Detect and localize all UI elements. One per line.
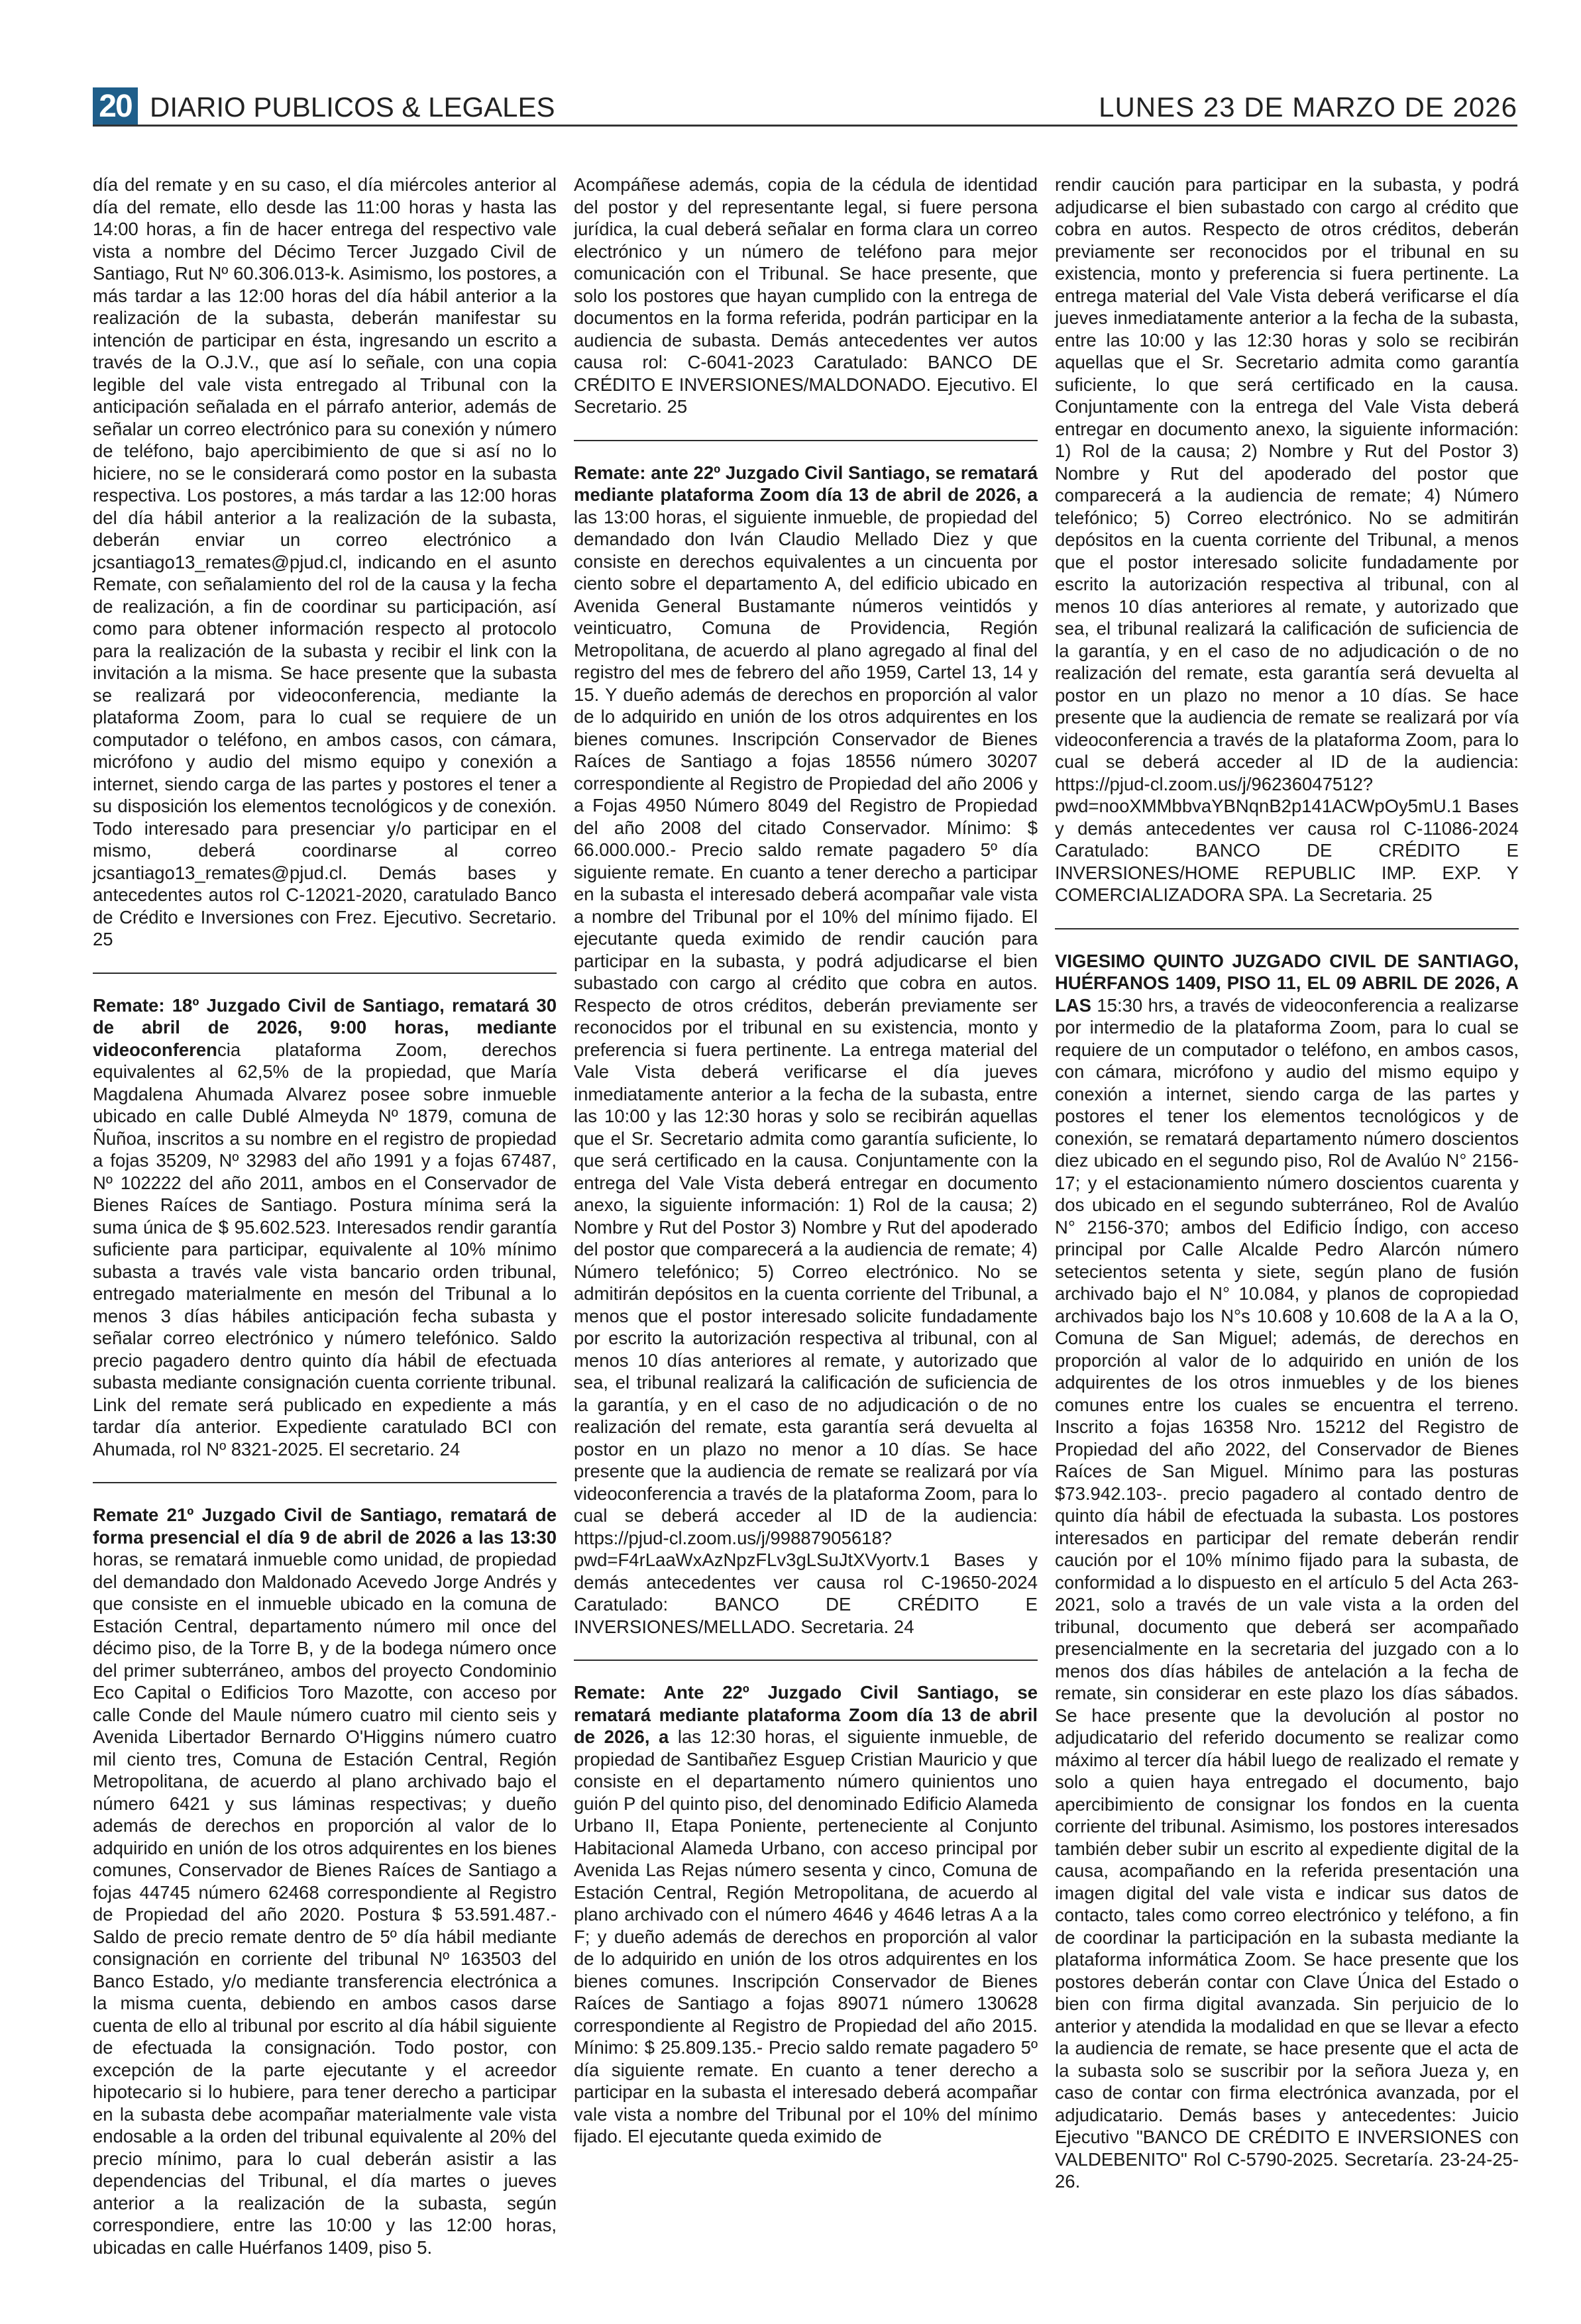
page-header [93,85,1517,125]
notice-22-juzgado-santibanez [574,1660,1038,2148]
notice-body: 15:30 hrs, a través de videoconferencia a realizarse por intermedio de la plataforma Zoom, para lo cual se requiere de un computador o teléfono, en ambos casos, con cámara, micrófono y audio del mismo equipo y conexión a internet, siendo carga de las partes y postores el tener los elementos tecnológicos y de conexión, se rematará departamento número doscientos diez ubicado en el segundo piso, Rol de Avalúo N° 2156-17; y el estacionamiento número doscientos cuarenta y dos ubicado en el segundo subterráneo, Rol de Avalúo N° 2156-370; ambos del Edificio Índigo, con acceso principal por Calle Alcalde Pedro Alarcón número setecientos setenta y siete, según plano de fusión archivado bajo el N° 10.084, y planos de copropiedad archivados bajo los N°s 10.608 y 10.608 de la A a la O, Comuna de San Miguel; además, de derechos en proporción al valor de lo adquirido en unión de los adquirentes de los otros inmuebles y de los bienes comunes entre los cuales se encuentra el terreno. Inscrito a fojas 16358 Nro. 15212 del Registro de Propiedad del año 2022, del Conservador de Bienes Raíces de San Miguel. Mínimo para las posturas $73.942.103-. precio pagadero al contado dentro de quinto día hábil de efectuada la subasta. Los postores interesados en participar del remate deberán rendir caución por el 10% mínimo fijado para la subasta, de conformidad a lo dispuesto en el artículo 5 del Acta 263-2021, solo a través de un vale vista a la orden del tribunal, documento que deberá ser acompañado presencialmente en la secretaria del juzgado con a lo menos dos días hábiles de antelación a la fecha de remate, sin considerar en este plazo los días sábados. Se hace presente que la devolución al postor no adjudicatario del referido documento se realizar como máximo al tercer día hábil luego de realizado el remate y solo a quien haya entregado el documento, bajo apercibimiento de consignar los fondos en la cuenta corriente del tribunal. Asimismo, los postores interesados también deber subir un escrito al expediente digital de la causa, acompañando en la referida presentación una imagen digital del vale vista e indicar sus datos de contacto, tales como correo electrónico y teléfono, a fin de coordinar la participación en la subasta mediante la plataforma informática Zoom. Se hace presente que los postores deberán contar con Clave Única del Estado o bien con firma digital avanzada. Sin perjuicio de lo anterior y atendida la modalidad en que se llevar a efecto la audiencia de remate, se hace presente que el acta de la subasta solo se suscribir por la señora Jueza y, en caso de contar con firma electrónica avanzada, por el adjudicatario. Demás bases y antecedentes: Juicio Ejecutivo "BANCO DE CRÉDITO E INVERSIONES con VALDEBENITO" Rol C-5790-2025. Secretaría. 23-24-25-26. [1055,994,1519,2192]
publication-date: LUNES 23 DE MARZO DE 2026 [1099,91,1517,123]
notice-18-juzgado [93,973,557,1461]
publication-title: DIARIO PUBLICOS & LEGALES [150,91,555,123]
notice-lead: Remate: Ante 22º Juzgado Civil Santiago, se rematará mediante plataforma Zoom día 13 de abril de 2026, a [574,1682,1038,1747]
notice-lead: Remate 21º Juzgado Civil de Santiago, rematará de forma presencial el día 9 de abril de 2026 a las 13:30 [93,1505,557,1548]
notice-lead: VIGESIMO QUINTO JUZGADO CIVIL DE SANTIAGO, HUÉRFANOS 1409, PISO 11, EL 09 ABRIL DE 2026, A LAS [1055,950,1519,1016]
notice-22-juzgado-mellado [574,440,1038,1638]
notice-body: Acompáñese además, copia de la cédula de identidad del postor y del representante legal, si fuere persona jurídica, la cual deberá señalar en forma clara un correo electrónico y un número de teléfono para mejor comunicación con el Tribunal. Se hace presente, que solo los postores que hayan cumplido con la entrega de documentos en la forma referida, podrán participar en la audiencia de subasta. Demás antecedentes ver autos causa rol: C-6041-2023 Caratulado: BANCO DE CRÉDITO E INVERSIONES/MALDONADO. Ejecutivo. El Secretario. 25 [574,174,1038,417]
column-1 [93,174,557,2294]
notice-body: las 12:30 horas, el siguiente inmueble, de propiedad de Santibañez Esguep Cristian Mauricio y que consiste en el departamento número quinientos uno guión P del quinto piso, del denominado Edificio Alameda Urbano II, Etapa Poniente, perteneciente al Conjunto Habitacional Alameda Urbano, con acceso principal por Avenida Las Rejas número sesenta y cinco, Comuna de Estación Central, Región Metropolitana, de acuerdo al plano archivado con el número 4646 y 4646 letras A a la F; y dueño además de derechos en proporción al valor de lo adquirido en unión de los otros adquirentes en los bienes comunes. Inscripción Conservador de Bienes Raíces de Santiago a fojas 89071 número 130628 correspondiente al Registro de Propiedad del año 2015. Mínimo: $ 25.809.135.- Precio saldo remate pagadero 5º día siguiente remate. En cuanto a tener derecho a participar en la subasta el interesado deberá acompañar vale vista a nombre del Tribunal por el 10% del mínimo fijado. El ejecutante queda eximido de [574,1726,1038,2146]
notice-lead: Remate: 18º Juzgado Civil de Santiago, rematará 30 de abril de 2026, 9:00 horas, mediante videoconferen [93,994,557,1060]
column-2 [574,174,1038,2294]
notice-body: rendir caución para participar en la subasta, y podrá adjudicarse el bien subastado con cargo al crédito que cobra en autos. Respecto de otros créditos, deberán previamente ser reconocidos por el tribunal en su existencia, monto y preferencia si fuera pertinente. La entrega material del Vale Vista deberá verificarse el día jueves inmediatamente anterior a la fecha de la subasta, entre las 10:00 y las 12:30 horas y solo se recibirán aquellas que el Sr. Secretario admita como garantía suficiente, lo que será certificado en la causa. Conjuntamente con la entrega del Vale Vista deberá entregar en documento anexo, la siguiente información: 1) Rol de la causa; 2) Nombre y Rut del Postor 3) Nombre y Rut del apoderado del postor que comparecerá a la audiencia de remate; 4) Número telefónico; 5) Correo electrónico. No se admitirán depósitos en la cuenta corriente del Tribunal, a menos que el postor interesado solicite fundadamente por escrito la autorización respectiva al tribunal, con al menos 10 días anteriores al remate, y autorizado que sea, el tribunal realizará la calificación de suficiencia de la garantía, y en el caso de no adjudicación o de no realización del remate, esta garantía será devuelta al postor en un plazo no menor a 10 días. Se hace presente que la audiencia de remate se realizará por vía videoconferencia a través de la plataforma Zoom, para lo cual se deberá acceder al ID de la audiencia: https://pjud-cl.zoom.us/j/96236047512? pwd=nooXMMbbvaYBNqnB2p141ACWpOy5mU.1 Bases y demás antecedentes ver causa rol C-11086-2024 Caratulado: BANCO DE CRÉDITO E INVERSIONES/HOME REPUBLIC IMP. EXP. Y COMERCIALIZADORA SPA. La Secretaria. 25 [1055,174,1519,905]
notice-lead: Remate: ante 22º Juzgado Civil Santiago, se rematará mediante plataforma Zoom día 13 de abril de 2026, a [574,462,1038,505]
notice-continuation [574,174,1038,418]
notice-body: cia plataforma Zoom, derechos equivalentes al 62,5% de la propiedad, que María Magdalena Ahumada Alvarez posee sobre inmueble ubicado en calle Dublé Almeyda Nº 1879, comuna de Ñuñoa, inscritos a su nombre en el registro de propiedad a fojas 35209, Nº 32983 del año 1991 y a fojas 67487, Nº 102222 del año 2011, ambos en el Conservador de Bienes Raíces de Santiago. Postura mínima será la suma única de $ 95.602.523. Interesados rendir garantía suficiente para participar, equivalente al 10% mínimo subasta a través vale vista bancario orden tribunal, entregado materialmente en mesón del Tribunal a lo menos 3 días hábiles anticipación fecha subasta y señalar correo electrónico y número telefónico. Saldo precio pagadero dentro quinto día hábil de efectuada subasta mediante consignación cuenta corriente tribunal. Link del remate será publicado en expediente a más tardar día anterior. Expediente caratulado BCI con Ahumada, rol Nº 8321-2025. El secretario. 24 [93,1039,557,1459]
notice-body: horas, se rematará inmueble como unidad, de propiedad del demandado don Maldonado Acevedo Jorge Andrés y que consiste en el inmueble ubicado en la comuna de Estación Central, departamento número mil once del décimo piso, de la Torre B, y de la bodega número once del primer subterráneo, ambos del proyecto Condominio Eco Capital o Edificios Toro Mazotte, con acceso por calle Conde del Maule número cuatro mil ciento seis y Avenida Libertador Bernardo O'Higgins número cuatro mil ciento tres, Comuna de Estación Central, Región Metropolitana, de acuerdo al plano archivado bajo el número 6421 y sus láminas respectivas; y dueño además de derechos en proporción al valor de lo adquirido en unión de los otros adquirentes en los bienes comunes, Conservador de Bienes Raíces de Santiago a fojas 44745 número 62468 correspondiente al Registro de Propiedad del año 2020. Postura $ 53.591.487.- Saldo de precio remate dentro de 5º día hábil mediante consignación en corriente del tribunal Nº 163503 del Banco Estado, y/o mediante transferencia electrónica a la misma cuenta, debiendo en ambos casos darse cuenta de ello al tribunal por escrito al día hábil siguiente de efectuada la consignación. Todo postor, con excepción de la parte ejecutante y el acreedor hipotecario si lo hubiere, para tener derecho a participar en la subasta debe acompañar materialmente vale vista endosable a la orden del tribunal equivalente al 20% del precio mínimo, para lo cual deberán asistir a las dependencias del Tribunal, el día martes o jueves anterior a la realización de la subasta, según correspondiere, entre las 10:00 y las 12:00 horas, ubicadas en calle Huérfanos 1409, piso 5. [93,1549,557,2258]
notice-continuation [1055,174,1519,906]
notice-body: las 13:00 horas, el siguiente inmueble, de propiedad del demandado don Iván Claudio Mellado Diez y que consiste en derechos equivalentes a un cincuenta por ciento sobre el departamento A, del edificio ubicado en Avenida General Bustamante números veintidós y veinticuatro, Comuna de Providencia, Región Metropolitana, de acuerdo al plano agregado al final del registro del mes de febrero del año 1959, Cartel 13, 14 y 15. Y dueño además de derechos en proporción al valor de lo adquirido en unión de los otros adquirentes en los bienes comunes. Inscripción Conservador de Bienes Raíces de Santiago a fojas 18556 número 30207 correspondiente al Registro de Propiedad del año 2006 y a Fojas 4950 Número 8049 del Registro de Propiedad del año 2008 del citado Conservador. Mínimo: $ 66.000.000.- Precio saldo remate pagadero 5º día siguiente remate. En cuanto a tener derecho a participar en la subasta el interesado deberá acompañar vale vista a nombre del Tribunal por el 10% del mínimo fijado. El ejecutante queda eximido de rendir caución para participar en la subasta, y podrá adjudicarse el bien subastado con cargo al crédito que cobra en autos. Respecto de otros créditos, deberán previamente ser reconocidos por el tribunal en su existencia, monto y preferencia si fuera pertinente. La entrega material del Vale Vista deberá verificarse el día jueves inmediatamente anterior a la fecha de la subasta, entre las 10:00 y las 12:30 horas y solo se recibirán aquellas que el Sr. Secretario admita como garantía suficiente, lo que será certificado en la causa. Conjuntamente con la entrega del Vale Vista deberá entregar en documento anexo, la siguiente información: 1) Rol de la causa; 2) Nombre y Rut del Postor 3) Nombre y Rut del apoderado del postor que comparecerá a la audiencia de remate; 4) Número telefónico; 5) Correo electrónico. No se admitirán depósitos en la cuenta corriente del Tribunal, a menos que el postor interesado solicite fundadamente por escrito la autorización respectiva al tribunal, con al menos 10 días anteriores al remate, y autorizado que sea, el tribunal realizará la calificación de suficiencia de la garantía, y en el caso de no adjudicación o de no realización del remate, esta garantía será devuelta al postor en un plazo no menor a 10 días. Se hace presente que la audiencia de remate se realizará por vía videoconferencia a través de la plataforma Zoom, para lo cual se deberá acceder al ID de la audiencia: https://pjud-cl.zoom.us/j/99887905618?pwd=F4rLaaWxAzNpzFLv3gLSuJtXVyortv.1 Bases y demás antecedentes ver causa rol C-19650-2024 Caratulado: BANCO DE CRÉDITO E INVERSIONES/MELLADO. Secretaria. 24 [574,506,1038,1637]
notice-21-juzgado [93,1482,557,2258]
header-rule [93,125,1517,127]
notice-continuation [93,174,557,951]
notice-body: día del remate y en su caso, el día miércoles anterior al día del remate, ello desde las 11:00 horas y hasta las 14:00 horas, a fin de hacer entrega del respectivo vale vista a nombre del Décimo Tercer Juzgado Civil de Santiago, Rut Nº 60.306.013-k. Asimismo, los postores, a más tardar a las 12:00 horas del día hábil anterior a la realización de la subasta, deberán manifestar su intención de participar en ésta, ingresando un escrito a través de la O.J.V., que así lo señale, con una copia legible del vale vista entregado al Tribunal con la anticipación señalada en el párrafo anterior, además de señalar un correo electrónico para su conexión y número de teléfono, bajo apercibimiento de que si así no lo hiciere, no se le considerará como postor en la subasta respectiva. Los postores, a más tardar a las 12:00 horas del día hábil anterior a la realización de la subasta, deberán enviar un correo electrónico a jcsantiago13_remates@pjud.cl, indicando en el asunto Remate, con señalamiento del rol de la causa y la fecha de realización, a fin de coordinar su participación, así como para obtener información respecto al protocolo para la realización de la subasta y recibir el link con la invitación a la misma. Se hace presente que la subasta se realizará por videoconferencia, mediante la plataforma Zoom, para lo cual se requiere de un computador o teléfono, en ambos casos, con cámara, micrófono y audio del mismo equipo y conexión a internet, siendo carga de las partes y postores el tener a su disposición los elementos tecnológicos y de conexión. Todo interesado para presenciar y/o participar en el mismo, deberá coordinarse al correo jcsantiago13_remates@pjud.cl. Demás bases y antecedentes autos rol C-12021-2020, caratulado Banco de Crédito e Inversiones con Frez. Ejecutivo. Secretario. 25 [93,174,557,949]
column-3 [1055,174,1519,2294]
notice-25-juzgado [1055,928,1519,2193]
page-number: 20 [93,87,138,126]
